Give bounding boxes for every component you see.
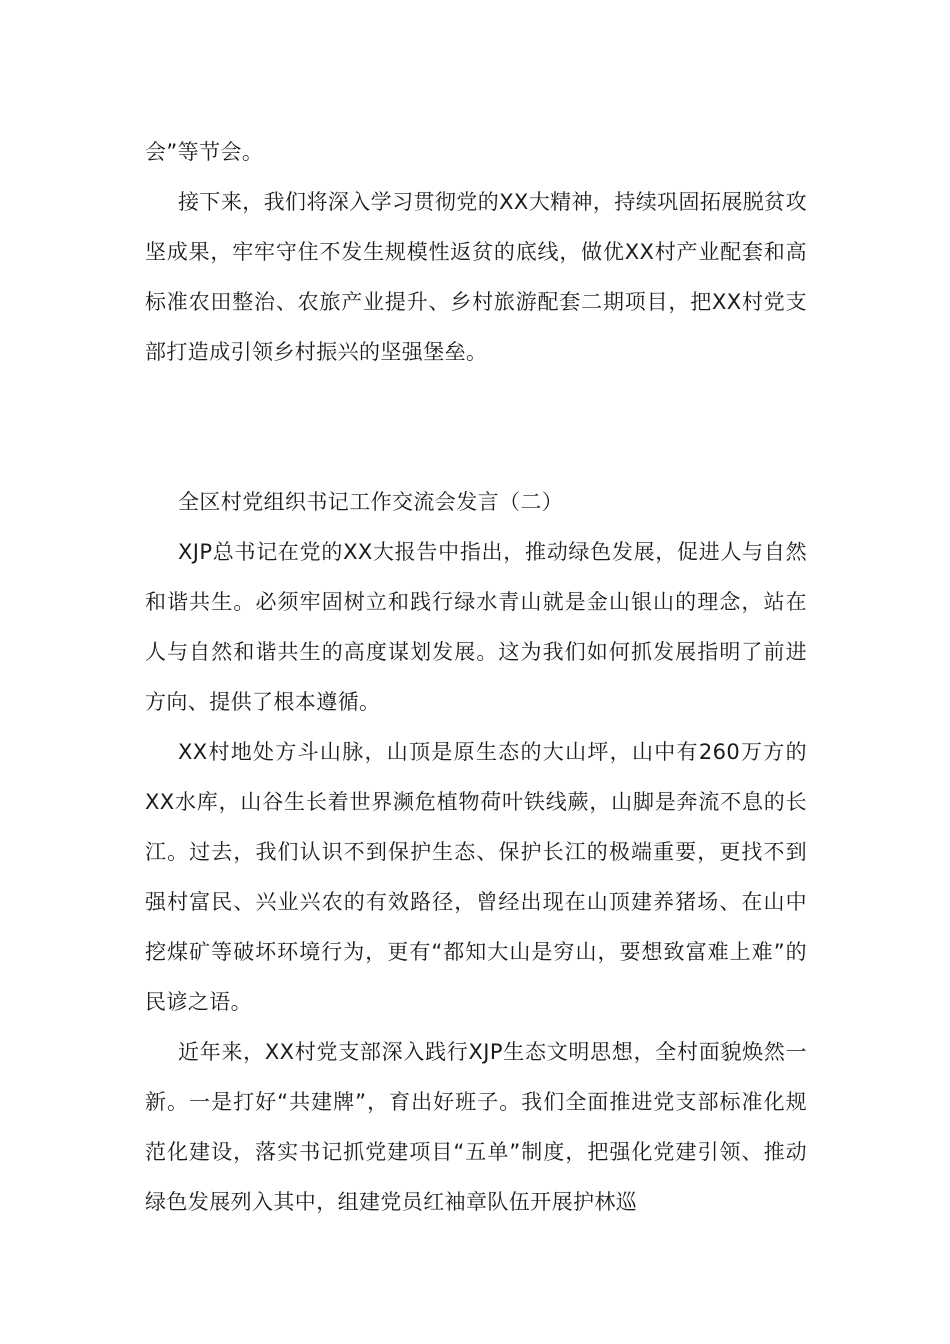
- speech-title: 全区村党组织书记工作交流会发言（二）: [178, 490, 564, 514]
- continuation-line: 会”等节会。: [145, 140, 264, 164]
- paragraph-green-development: XJP总书记在党的XX大报告中指出，推动绿色发展，促进人与自然和谐共生。必须牢固树立和践行绿水青山就是金山银山的理念，站在人与自然和谐共生的高度谋划发展。这为我们如何抓发展指明了前进方向、提供了根本遵循。: [145, 540, 807, 714]
- paragraph-recent-years: 近年来，XX村党支部深入践行XJP生态文明思想，全村面貌焕然一新。一是打好“共建牌”，育出好班子。我们全面推进党支部标准化规范化建设，落实书记抓党建项目“五单”制度，把强化党建引领、推动绿色发展列入其中，组建党员红袖章队伍开展护林巡: [145, 1040, 807, 1214]
- paragraph-next-steps: 接下来，我们将深入学习贯彻党的XX大精神，持续巩固拓展脱贫攻坚成果，牢牢守住不发生规模性返贫的底线，做优XX村产业配套和高标准农田整治、农旅产业提升、乡村旅游配套二期项目，把XX村党支部打造成引领乡村振兴的坚强堡垒。: [145, 190, 807, 364]
- paragraph-village-background: XX村地处方斗山脉，山顶是原生态的大山坪，山中有260万方的XX水库，山谷生长着世界濒危植物荷叶铁线蕨，山脚是奔流不息的长江。过去，我们认识不到保护生态、保护长江的极端重要，更找不到强村富民、兴业兴农的有效路径，曾经出现在山顶建养猪场、在山中挖煤矿等破坏环境行为，更有“都知大山是穷山，要想致富难上难”的民谚之语。: [145, 740, 807, 1014]
